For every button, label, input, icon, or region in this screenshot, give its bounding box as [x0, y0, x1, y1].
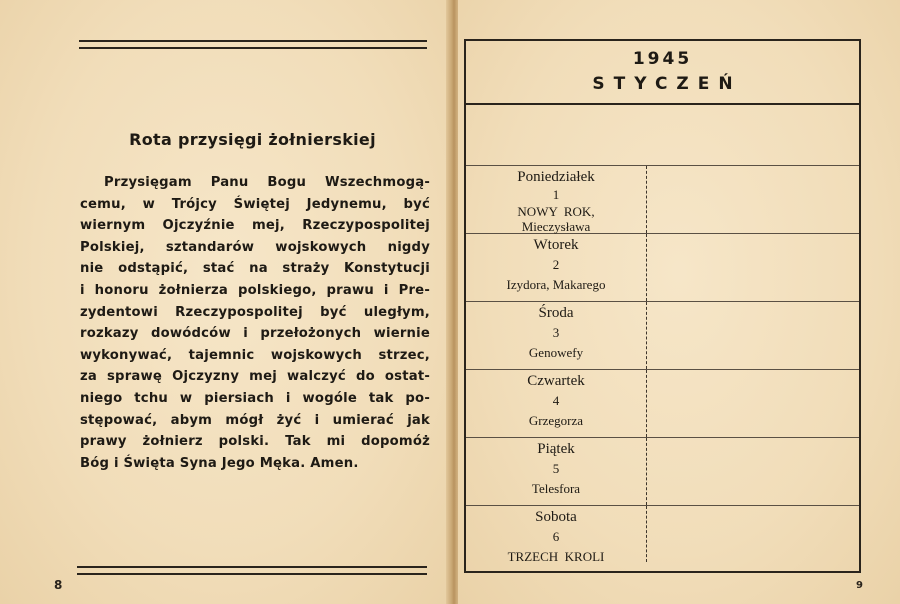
- oath-line: za sprawę Ojczyzny mej walczyć do ostat-: [80, 369, 430, 385]
- day-number: 4: [552, 393, 560, 408]
- bottom-double-rule: [77, 566, 427, 575]
- name-day: Genowefy: [528, 345, 584, 360]
- page-number-left: 8: [54, 578, 63, 592]
- calendar-table: [464, 39, 861, 573]
- oath-title: Rota przysięgi żołnierskiej: [129, 130, 376, 149]
- notes-cell: [646, 234, 859, 301]
- weekday-label: Wtorek: [533, 237, 579, 253]
- notes-cell: [646, 506, 859, 562]
- weekday-label: Środa: [538, 305, 574, 321]
- notes-cell: [646, 438, 859, 505]
- notes-cell: [646, 302, 859, 369]
- day-row: [466, 302, 859, 370]
- day-row: [466, 438, 859, 506]
- day-number: 5: [552, 461, 560, 476]
- oath-line: niego tchu w piersiach i wogóle tak po-: [80, 390, 430, 406]
- name-day: Mieczysława: [521, 219, 591, 234]
- day-row: [466, 234, 859, 302]
- day-cell: [466, 370, 646, 437]
- oath-line: prawy żołnierz polski. Tak mi dopomóż: [80, 434, 430, 450]
- name-day: NOWY ROK,: [517, 204, 595, 219]
- oath-line: Przysięgam Panu Bogu Wszechmogą-: [104, 175, 430, 190]
- calendar-blank-row: [466, 105, 859, 166]
- day-number: 2: [552, 257, 560, 272]
- oath-text: [80, 172, 430, 474]
- name-day: Telesfora: [531, 481, 581, 496]
- oath-line: stępować, abym mógł żyć i umierać jak: [80, 412, 430, 428]
- weekday-label: Poniedziałek: [517, 169, 595, 185]
- name-day: Grzegorza: [528, 413, 584, 428]
- day-cell: [466, 302, 646, 369]
- name-day: Izydora, Makarego: [506, 277, 606, 292]
- oath-line: zydentowi Rzeczypospolitej być uległym,: [80, 304, 430, 320]
- oath-line: i honoru żołnierza polskiego, prawu i Pre-: [80, 282, 430, 298]
- day-cell: [466, 438, 646, 505]
- oath-line: wiernym Ojczyźnie mej, Rzeczypospolitej: [80, 218, 430, 234]
- day-row: [466, 506, 859, 569]
- name-day: TRZECH KROLI: [507, 549, 605, 564]
- day-number: 6: [552, 529, 560, 544]
- oath-line: Polskiej, sztandarów wojskowych nigdy: [80, 239, 430, 255]
- oath-line: cemu, w Trójcy Świętej Jedynemu, być: [80, 196, 430, 212]
- day-number: 3: [552, 325, 560, 340]
- top-double-rule: [79, 40, 427, 49]
- weekday-label: Piątek: [537, 441, 575, 457]
- day-number: 1: [552, 187, 560, 202]
- oath-line: rozkazy dowódców i przełożonych wiernie: [80, 326, 430, 342]
- weekday-label: Czwartek: [527, 373, 585, 389]
- notes-cell: [646, 166, 859, 233]
- calendar-header: [466, 41, 859, 105]
- page-number-right: 9: [856, 580, 863, 591]
- day-cell: [466, 166, 646, 233]
- day-row: [466, 166, 859, 234]
- day-cell: [466, 506, 646, 569]
- calendar-year: 1945: [632, 49, 693, 69]
- oath-line: wykonywać, tajemnic wojskowych strzec,: [80, 347, 430, 363]
- oath-line: Bóg i Święta Syna Jego Męka. Amen.: [80, 455, 359, 471]
- oath-line: nie odstąpić, stać na straży Konstytucji: [80, 261, 430, 277]
- day-cell: [466, 234, 646, 301]
- notes-cell: [646, 370, 859, 437]
- day-row: [466, 370, 859, 438]
- weekday-label: Sobota: [535, 509, 577, 525]
- calendar-month: STYCZEŃ: [592, 74, 742, 94]
